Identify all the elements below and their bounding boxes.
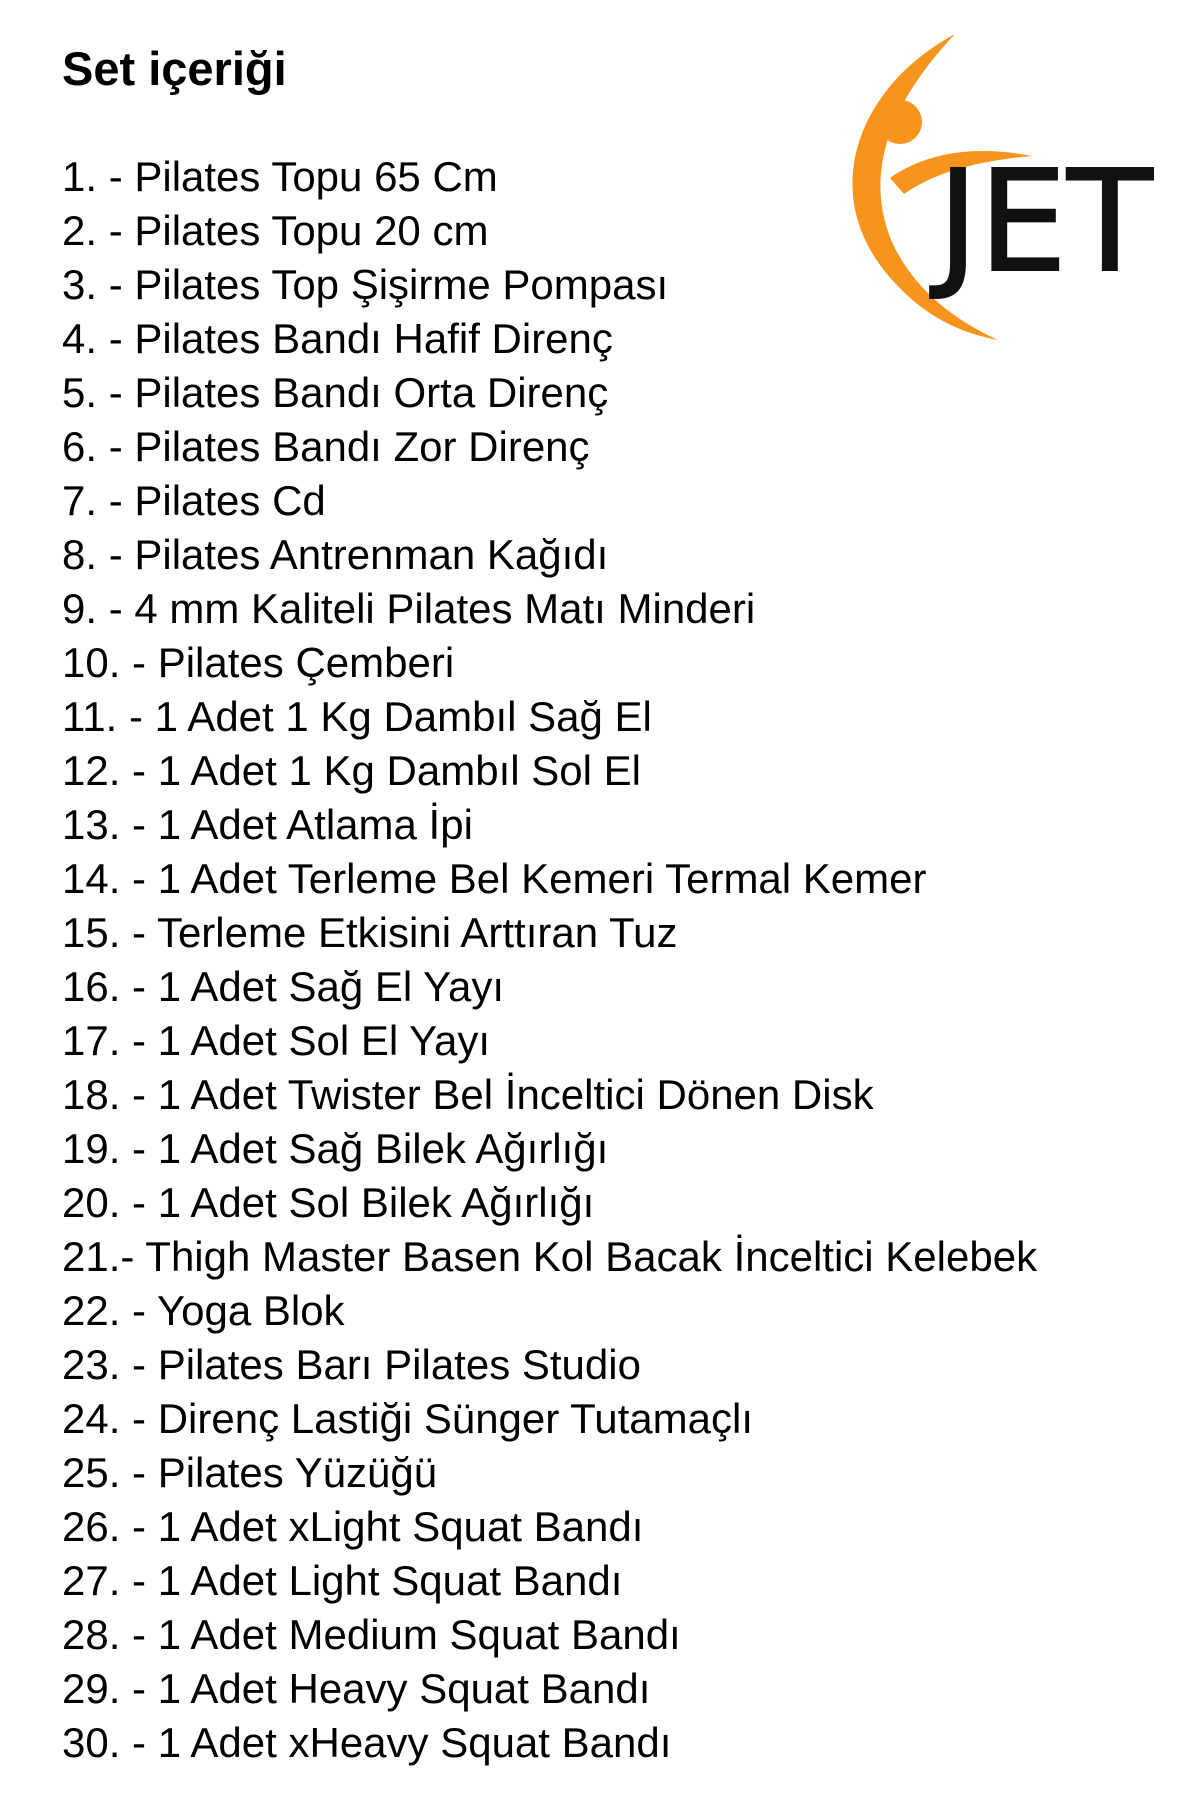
list-item: 10. - Pilates Çemberi bbox=[62, 639, 455, 686]
list-item: 19. - 1 Adet Sağ Bilek Ağırlığı bbox=[62, 1125, 609, 1172]
list-item: 14. - 1 Adet Terleme Bel Kemeri Termal Kemer bbox=[62, 855, 927, 902]
list-item: 25. - Pilates Yüzüğü bbox=[62, 1449, 438, 1496]
list-item: 24. - Direnç Lastiği Sünger Tutamaçlı bbox=[62, 1395, 753, 1442]
list-item: 12. - 1 Adet 1 Kg Dambıl Sol El bbox=[62, 747, 641, 794]
list-item: 16. - 1 Adet Sağ El Yayı bbox=[62, 963, 505, 1010]
list-item: 30. - 1 Adet xHeavy Squat Bandı bbox=[62, 1719, 672, 1766]
list-item: 9. - 4 mm Kaliteli Pilates Matı Minderi bbox=[62, 585, 756, 632]
list-item: 22. - Yoga Blok bbox=[62, 1287, 345, 1334]
list-item: 28. - 1 Adet Medium Squat Bandı bbox=[62, 1611, 681, 1658]
list-item: 4. - Pilates Bandı Hafif Direnç bbox=[62, 315, 613, 362]
set-contents-list bbox=[62, 150, 1037, 1770]
list-item: 11. - 1 Adet 1 Kg Dambıl Sağ El bbox=[62, 693, 652, 740]
list-item: 8. - Pilates Antrenman Kağıdı bbox=[62, 531, 609, 578]
list-item: 15. - Terleme Etkisini Arttıran Tuz bbox=[62, 909, 678, 956]
list-item: 27. - 1 Adet Light Squat Bandı bbox=[62, 1557, 623, 1604]
list-item: 21.- Thigh Master Basen Kol Bacak İnceltici Kelebek bbox=[62, 1233, 1038, 1280]
list-item: 13. - 1 Adet Atlama İpi bbox=[62, 801, 473, 848]
list-item: 1. - Pilates Topu 65 Cm bbox=[62, 153, 498, 200]
list-item: 17. - 1 Adet Sol El Yayı bbox=[62, 1017, 491, 1064]
list-item: 5. - Pilates Bandı Orta Direnç bbox=[62, 369, 609, 416]
logo-text: JET bbox=[937, 141, 1153, 304]
list-item: 23. - Pilates Barı Pilates Studio bbox=[62, 1341, 641, 1388]
list-item: 18. - 1 Adet Twister Bel İnceltici Dönen Disk bbox=[62, 1071, 874, 1118]
list-item: 26. - 1 Adet xLight Squat Bandı bbox=[62, 1503, 644, 1550]
page-title: Set içeriği bbox=[62, 42, 287, 95]
list-item: 3. - Pilates Top Şişirme Pompası bbox=[62, 261, 669, 308]
list-item: 6. - Pilates Bandı Zor Direnç bbox=[62, 423, 590, 470]
list-item: 2. - Pilates Topu 20 cm bbox=[62, 207, 489, 254]
list-item: 7. - Pilates Cd bbox=[62, 477, 326, 524]
list-item: 20. - 1 Adet Sol Bilek Ağırlığı bbox=[62, 1179, 595, 1226]
list-item: 29. - 1 Adet Heavy Squat Bandı bbox=[62, 1665, 651, 1712]
